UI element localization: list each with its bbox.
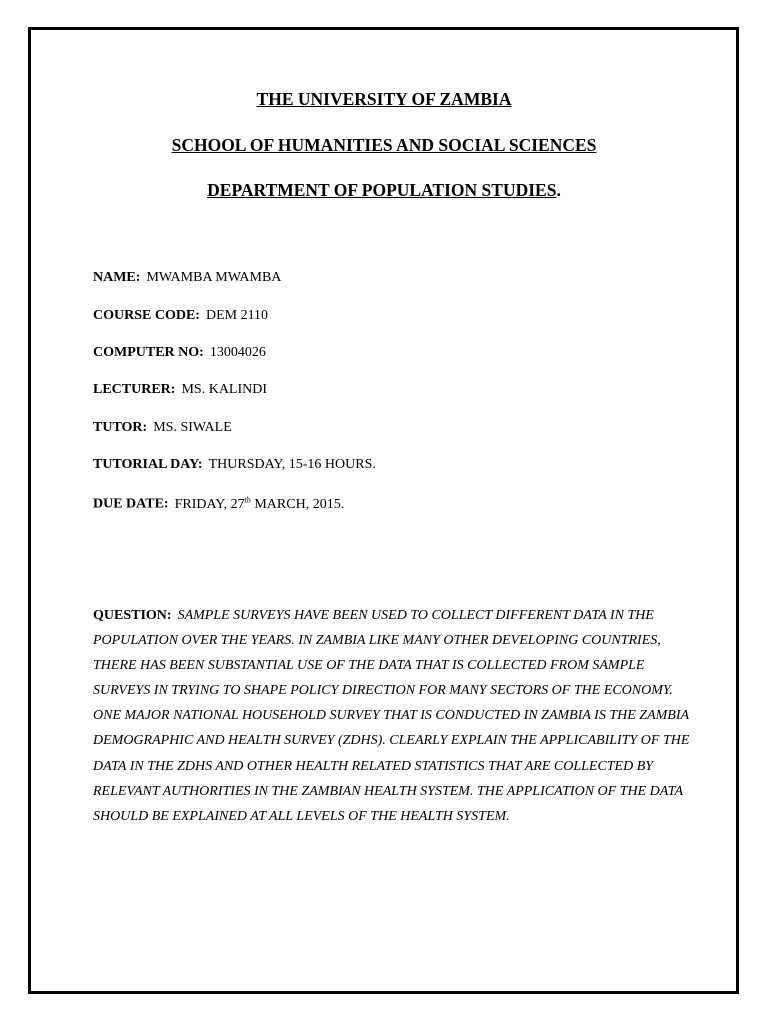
due-date-day: FRIDAY, 27: [174, 496, 245, 512]
tutor-value: MS. SIWALE: [153, 420, 232, 435]
department-title: DEPARTMENT OF POPULATION STUDIES: [207, 180, 557, 200]
due-date-ordinal: th: [244, 495, 251, 504]
name-value: MWAMBA MWAMBA: [146, 270, 282, 285]
university-title: THE UNIVERSITY OF ZAMBIA: [256, 89, 512, 109]
question-block: [93, 603, 693, 829]
tutorial-day-label: TUTORIAL DAY:: [93, 457, 203, 472]
lecturer-value: MS. KALINDI: [181, 382, 268, 397]
due-date-label: DUE DATE:: [93, 496, 169, 512]
computer-no-label: COMPUTER NO:: [93, 345, 204, 360]
computer-no-field: [93, 345, 266, 361]
name-field: [93, 270, 281, 286]
due-date-rest: MARCH, 2015.: [250, 496, 345, 512]
computer-no-value: 13004026: [209, 345, 266, 360]
tutorial-day-value: THURSDAY, 15-16 HOURS.: [208, 457, 376, 472]
course-code-field: [93, 308, 268, 324]
tutor-label: TUTOR:: [93, 420, 148, 435]
school-title: SCHOOL OF HUMANITIES AND SOCIAL SCIENCES: [171, 135, 597, 155]
lecturer-label: LECTURER:: [93, 382, 176, 397]
university-heading: [0, 89, 768, 110]
name-label: NAME:: [93, 270, 141, 285]
due-date-field: [93, 495, 344, 513]
department-period: .: [556, 180, 561, 200]
course-code-value: DEM 2110: [205, 308, 269, 323]
tutorial-day-field: [93, 457, 376, 473]
department-heading: [0, 180, 768, 201]
lecturer-field: [93, 382, 267, 398]
due-date-value: [175, 497, 345, 512]
tutor-field: [93, 420, 232, 436]
question-text: SAMPLE SURVEYS HAVE BEEN USED TO COLLECT DIFFERENT DATA IN THE POPULATION OVER THE YEARS. IN ZAMBIA LIKE MANY OTHER DEVELOPING COUNTRIES, THERE HAS BEEN SUBSTANTIAL USE OF THE DATA THAT IS COLLECTED FROM SAMPLE SURVEYS IN TRYING TO SHAPE POLICY DIRECTION FOR MANY SECTORS OF THE ECONOMY. ONE MAJOR NATIONAL HOUSEHOLD SURVEY THAT IS CONDUCTED IN ZAMBIA IS THE ZAMBIA DEMOGRAPHIC AND HEALTH SURVEY (ZDHS). CLEARLY EXPLAIN THE APPLICABILITY OF THE DATA IN THE ZDHS AND OTHER HEALTH RELATED STATISTICS THAT ARE COLLECTED BY RELEVANT AUTHORITIES IN THE ZAMBIAN HEALTH SYSTEM. THE APPLICATION OF THE DATA SHOULD BE EXPLAINED AT ALL LEVELS OF THE HEALTH SYSTEM.: [93, 608, 690, 824]
course-code-label: COURSE CODE:: [93, 308, 200, 323]
question-label: QUESTION:: [93, 608, 172, 623]
school-heading: [0, 135, 768, 156]
